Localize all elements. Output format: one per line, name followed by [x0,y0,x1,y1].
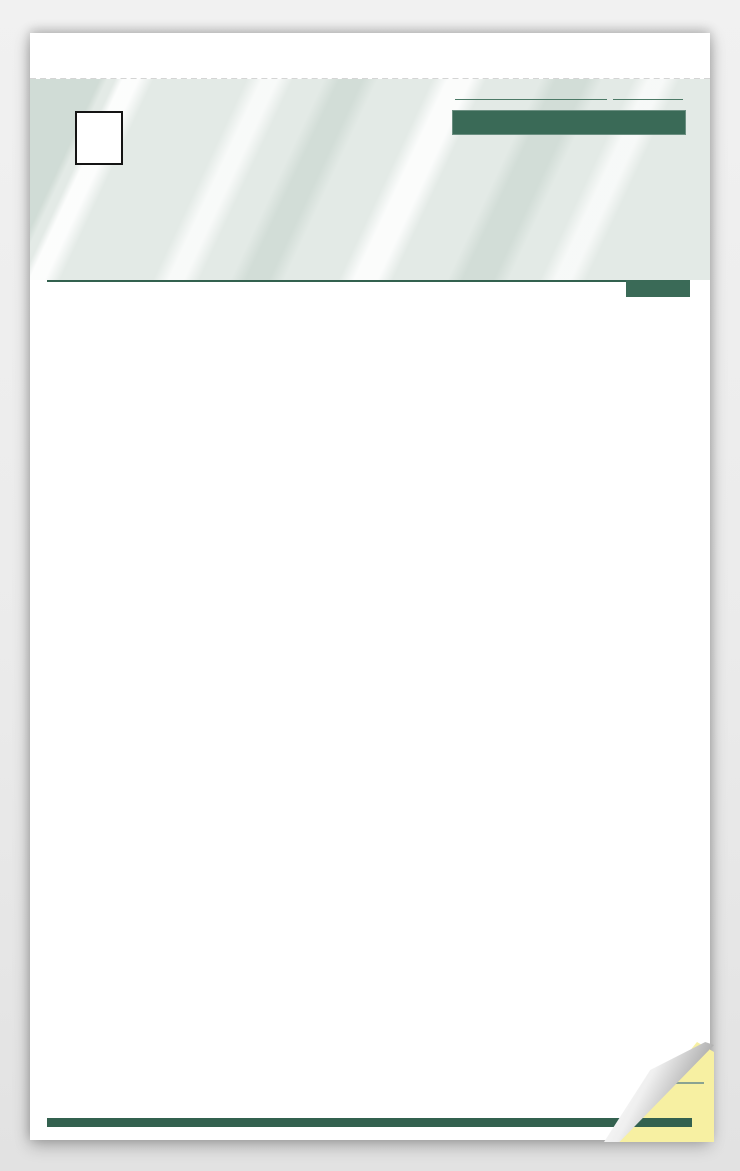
name-write-line [455,91,607,100]
bottom-rule-bar [47,1118,690,1127]
date-write-line [613,91,683,100]
form-sheet [30,33,710,1140]
name-date-row [452,91,686,100]
standard-logo-box [75,111,123,165]
company-block [138,109,374,112]
form-title-banner [452,110,686,135]
expenses-column-header [626,280,690,297]
flowers-order-table [47,280,690,983]
